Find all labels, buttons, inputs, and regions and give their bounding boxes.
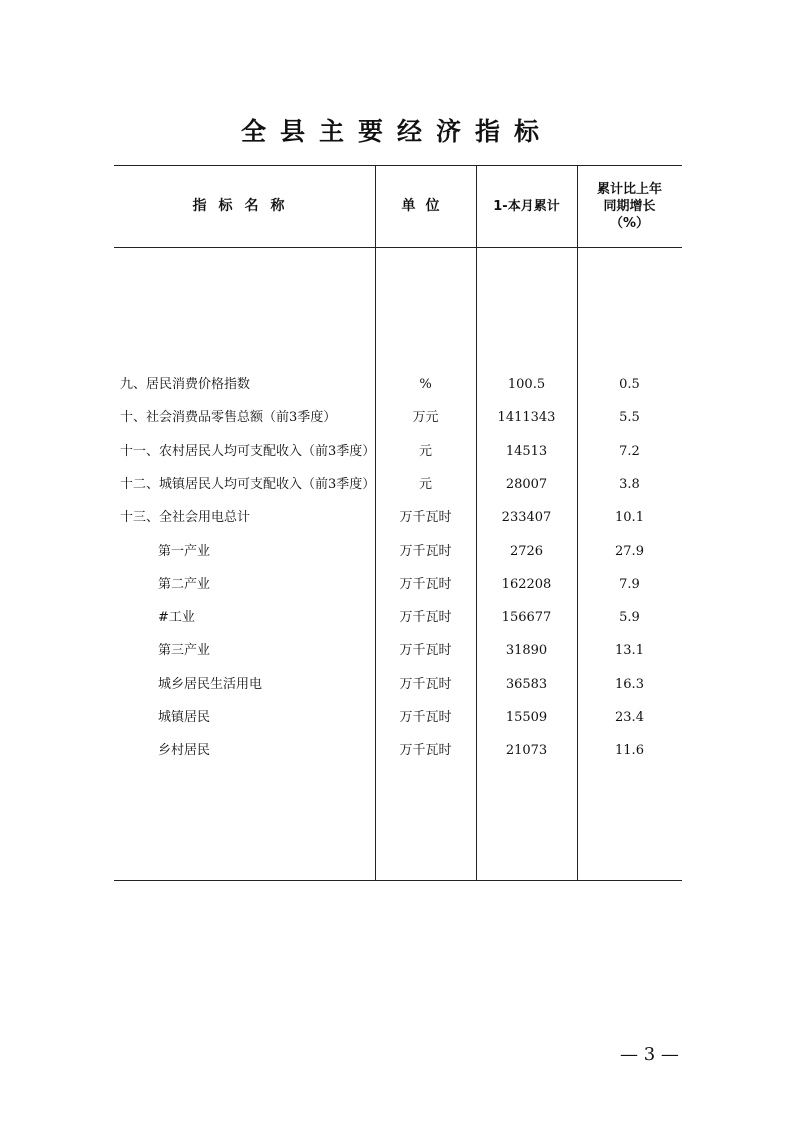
table-row [114,568,682,601]
unit-cell: 万千瓦时 [399,543,452,559]
unit-cell: 万元 [412,410,439,426]
cumulative-value: 2726 [509,543,544,559]
cumulative-value: 1411343 [497,410,556,426]
indicator-name: 乡村居民 [158,743,211,759]
growth-value: 23.4 [615,710,644,725]
indicator-name: 第一产业 [158,543,211,559]
table-row [114,601,682,634]
cumulative-value: 156677 [501,610,552,626]
cumulative-value: 31890 [505,643,548,659]
unit-cell: 元 [418,443,432,459]
indicator-name: 城镇居民 [158,710,211,725]
unit-cell: 万千瓦时 [399,676,452,692]
indicator-name: 十一、农村居民人均可支配收入（前3季度） [120,443,376,459]
unit-cell: 万千瓦时 [399,576,452,592]
unit-cell: 万千瓦时 [399,710,452,725]
header-indicator-name: 指标名称 [192,197,297,214]
cumulative-value: 28007 [505,476,548,492]
table-row [114,535,682,568]
cumulative-value: 233407 [501,510,552,526]
cumulative-value: 15509 [505,710,548,725]
header-cumulative: 1-本月累计 [493,198,560,214]
indicator-name: 十、社会消费品零售总额（前3季度） [120,410,337,426]
growth-value: 5.9 [619,610,640,626]
unit-cell: 元 [418,476,432,492]
indicator-name: 九、居民消费价格指数 [120,377,251,392]
growth-value: 27.9 [615,543,644,559]
table-row [114,401,682,434]
table-row [114,501,682,534]
cumulative-value: 14513 [505,443,548,459]
growth-value: 13.1 [615,643,644,659]
growth-value: 10.1 [615,510,644,526]
indicator-name: 第三产业 [158,643,211,659]
cumulative-value: 36583 [505,676,548,692]
table-row [114,368,682,401]
table-row [114,734,682,767]
table-row [114,634,682,667]
unit-cell: 万千瓦时 [399,510,452,526]
indicator-name: 第二产业 [158,576,211,592]
growth-value: 11.6 [615,743,644,759]
header-growth: 累计比上年 同期增长 （%） [596,181,662,231]
cumulative-value: 21073 [505,743,548,759]
growth-value: 5.5 [619,410,640,426]
table-row [114,701,682,734]
unit-cell: % [419,377,432,392]
growth-value: 0.5 [619,377,640,392]
cumulative-value: 162208 [501,576,552,592]
unit-cell: 万千瓦时 [399,743,452,759]
table-row [114,435,682,468]
growth-value: 3.8 [619,476,640,492]
page-number: — 3 — [620,1044,679,1065]
indicator-name: 十三、全社会用电总计 [120,510,251,526]
page-title: 全县主要经济指标 [240,117,553,146]
table-bottom-rule [114,880,682,881]
header-bottom-rule [114,247,682,248]
cumulative-value: 100.5 [507,377,546,392]
growth-value: 7.2 [619,443,640,459]
table-row [114,668,682,701]
unit-cell: 万千瓦时 [399,610,452,626]
header-unit: 单位 [401,197,450,214]
growth-value: 7.9 [619,576,640,592]
indicator-name: 十二、城镇居民人均可支配收入（前3季度） [120,476,376,492]
indicator-name: 城乡居民生活用电 [158,676,263,692]
unit-cell: 万千瓦时 [399,643,452,659]
indicator-name: #工业 [158,610,195,626]
table-row [114,468,682,501]
growth-value: 16.3 [615,676,644,692]
